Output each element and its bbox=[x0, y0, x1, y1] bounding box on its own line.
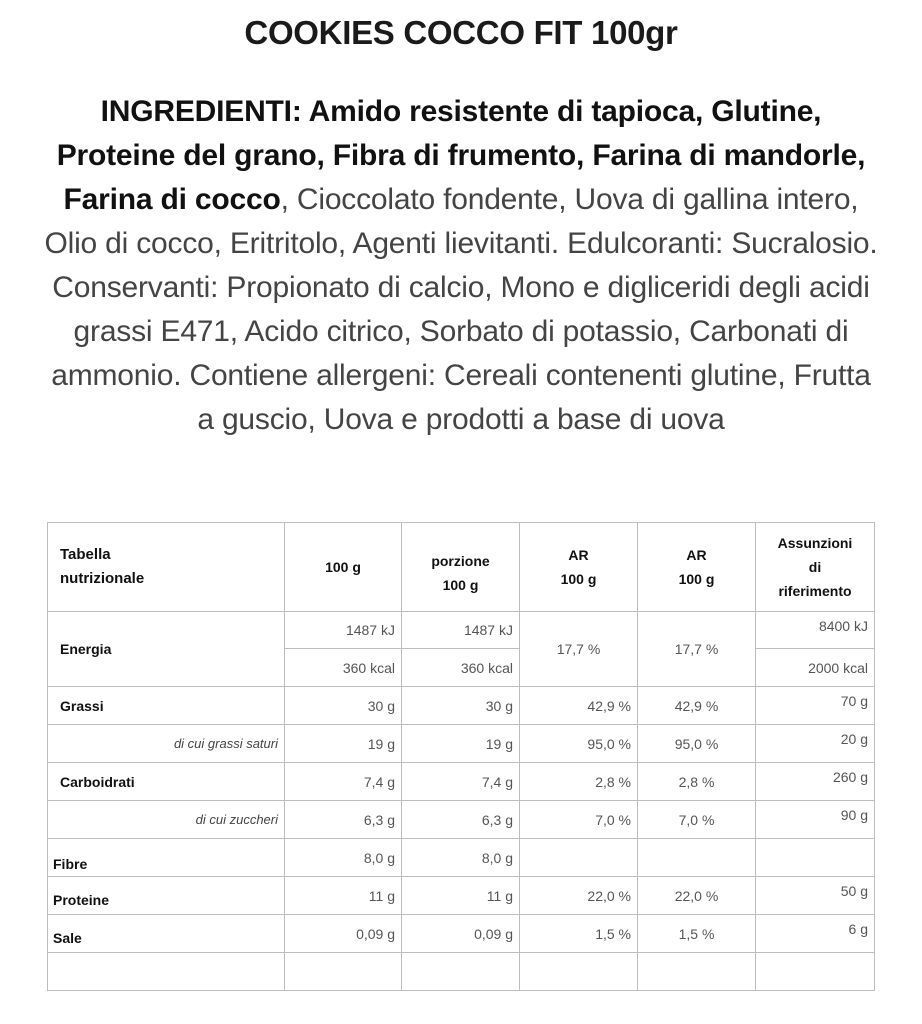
table-row bbox=[48, 877, 875, 915]
table-row-empty bbox=[48, 953, 875, 991]
row-100g: 19 g bbox=[285, 725, 402, 763]
row-ar-1: 95,0 % bbox=[520, 725, 638, 763]
row-ar-2: 7,0 % bbox=[638, 801, 756, 839]
table-row bbox=[48, 763, 875, 801]
energia-kj-100g: 1487 kJ bbox=[285, 612, 402, 649]
header-100g: 100 g bbox=[285, 523, 402, 612]
energia-ref-kcal: 2000 kcal bbox=[756, 649, 875, 687]
row-ar-2: 22,0 % bbox=[638, 877, 756, 915]
row-label: di cui grassi saturi bbox=[48, 725, 285, 763]
row-100g: 7,4 g bbox=[285, 763, 402, 801]
header-tabella-line2: nutrizionale bbox=[60, 570, 145, 587]
header-porzione-line1: porzione bbox=[431, 553, 490, 569]
table-row bbox=[48, 839, 875, 877]
energia-ref-kj: 8400 kJ bbox=[756, 612, 875, 649]
row-label: Fibre bbox=[48, 839, 285, 877]
row-ref: 70 g bbox=[756, 687, 875, 725]
header-assunzioni-line1: Assunzioni bbox=[777, 535, 853, 551]
row-ref: 50 g bbox=[756, 877, 875, 915]
row-label: Grassi bbox=[48, 687, 285, 725]
table-row bbox=[48, 915, 875, 953]
row-ar-2: 2,8 % bbox=[638, 763, 756, 801]
row-100g: 0,09 g bbox=[285, 915, 402, 953]
energia-kcal-porzione: 360 kcal bbox=[402, 649, 520, 687]
product-title: COOKIES COCCO FIT 100gr bbox=[244, 14, 678, 51]
table-row bbox=[48, 725, 875, 763]
header-ar-2 bbox=[638, 523, 756, 612]
row-100g: 11 g bbox=[285, 877, 402, 915]
header-ar-2-line1: AR bbox=[686, 547, 707, 563]
row-ar-1: 22,0 % bbox=[520, 877, 638, 915]
row-label: di cui zuccheri bbox=[48, 801, 285, 839]
header-ar-2-line2: 100 g bbox=[678, 571, 715, 587]
row-porzione: 0,09 g bbox=[402, 915, 520, 953]
empty-cell bbox=[402, 953, 520, 991]
table-row bbox=[48, 801, 875, 839]
row-porzione: 30 g bbox=[402, 687, 520, 725]
row-ref bbox=[756, 839, 875, 877]
row-porzione: 19 g bbox=[402, 725, 520, 763]
empty-cell bbox=[48, 953, 285, 991]
header-assunzioni-line2: di bbox=[808, 559, 822, 575]
row-ref: 6 g bbox=[756, 915, 875, 953]
row-porzione: 7,4 g bbox=[402, 763, 520, 801]
energia-ar-2: 17,7 % bbox=[638, 612, 756, 687]
empty-cell bbox=[638, 953, 756, 991]
row-label: Proteine bbox=[48, 877, 285, 915]
energia-kj-porzione: 1487 kJ bbox=[402, 612, 520, 649]
row-ar-2: 1,5 % bbox=[638, 915, 756, 953]
row-ar-2 bbox=[638, 839, 756, 877]
row-ar-1 bbox=[520, 839, 638, 877]
table-header-row bbox=[48, 523, 875, 612]
row-label: Carboidrati bbox=[48, 763, 285, 801]
table-row bbox=[48, 687, 875, 725]
row-porzione: 11 g bbox=[402, 877, 520, 915]
empty-cell bbox=[756, 953, 875, 991]
table-row-energia-kj bbox=[48, 612, 875, 649]
nutrition-table bbox=[47, 522, 875, 991]
header-tabella-line1: Tabella bbox=[60, 546, 111, 563]
ingredients-regular: , Cioccolato fondente, Uova di gallina intero, Olio di cocco, Eritritolo, Agenti lievitanti. Edulcoranti: Sucralosio. Conservanti: Propionato di calcio, Mono e digliceridi degli acidi grassi E471, Acido citrico, Sorbato di potassio, Carbonati di ammonio. Contiene allergeni: Cereali contenenti glutine, Frutta a guscio, Uova e prodotti a base di uova bbox=[44, 183, 878, 436]
empty-cell bbox=[520, 953, 638, 991]
empty-cell bbox=[285, 953, 402, 991]
energia-ar-1: 17,7 % bbox=[520, 612, 638, 687]
header-ar-1-line1: AR bbox=[568, 547, 589, 563]
row-ref: 20 g bbox=[756, 725, 875, 763]
row-100g: 8,0 g bbox=[285, 839, 402, 877]
row-ar-1: 42,9 % bbox=[520, 687, 638, 725]
row-ref: 260 g bbox=[756, 763, 875, 801]
header-porzione bbox=[402, 523, 520, 612]
row-porzione: 6,3 g bbox=[402, 801, 520, 839]
ingredients-bold: INGREDIENTI: Amido resistente di tapioca, Glutine, Proteine del grano, Fibra di frumento, Farina di mandorle, Farina di cocco bbox=[56, 95, 866, 216]
row-100g: 30 g bbox=[285, 687, 402, 725]
row-100g: 6,3 g bbox=[285, 801, 402, 839]
header-ar-1-line2: 100 g bbox=[560, 571, 597, 587]
row-ar-2: 42,9 % bbox=[638, 687, 756, 725]
row-label: Sale bbox=[48, 915, 285, 953]
energia-kcal-100g: 360 kcal bbox=[285, 649, 402, 687]
row-ar-1: 2,8 % bbox=[520, 763, 638, 801]
row-ar-1: 1,5 % bbox=[520, 915, 638, 953]
header-porzione-line2: 100 g bbox=[442, 577, 479, 593]
row-ref: 90 g bbox=[756, 801, 875, 839]
row-porzione: 8,0 g bbox=[402, 839, 520, 877]
header-ar-1 bbox=[520, 523, 638, 612]
header-tabella bbox=[48, 523, 285, 612]
header-assunzioni-line3: riferimento bbox=[778, 583, 852, 599]
row-ar-2: 95,0 % bbox=[638, 725, 756, 763]
row-ar-1: 7,0 % bbox=[520, 801, 638, 839]
energia-label: Energia bbox=[48, 612, 285, 687]
header-assunzioni bbox=[756, 523, 875, 612]
ingredients-text bbox=[40, 90, 882, 442]
